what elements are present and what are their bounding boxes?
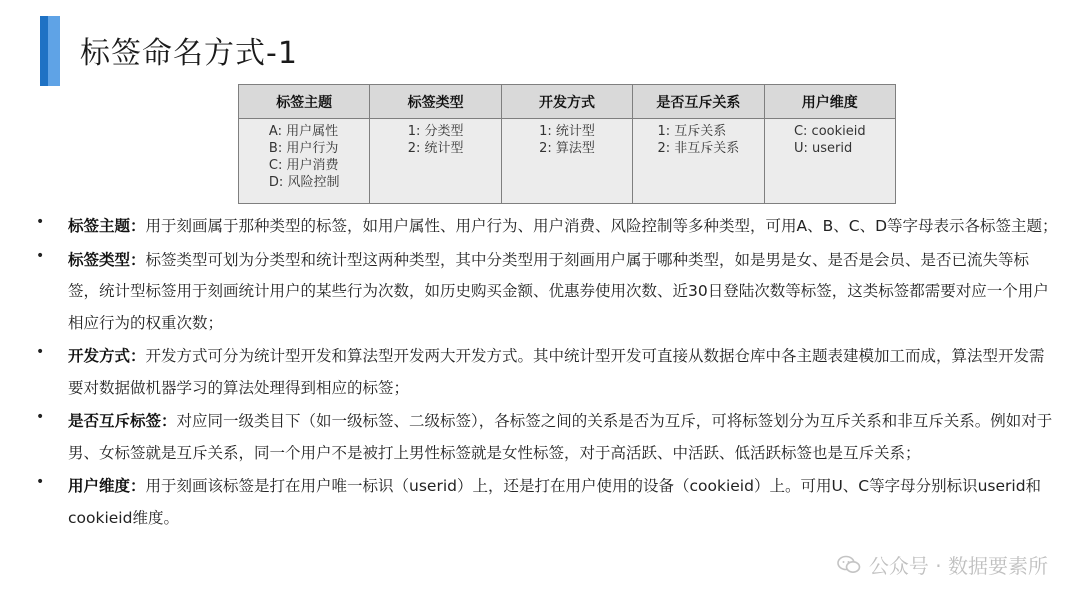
- table-cell-line: 2: 算法型: [539, 141, 595, 156]
- table-row: [239, 119, 896, 204]
- page-title: 标签命名方式-1: [80, 36, 298, 71]
- tag-naming-table: [238, 84, 896, 204]
- bullet-term: 标签主题: [68, 217, 131, 235]
- table-header: 标签类型: [370, 85, 501, 119]
- watermark: [837, 550, 1048, 579]
- table-cell-line: 2: 非互斥关系: [657, 141, 740, 156]
- list-item: [30, 406, 1060, 469]
- table-cell-user-dimension: [764, 119, 895, 204]
- bullet-icon: •: [36, 409, 45, 425]
- bullet-text: 用于刻画该标签是打在用户唯一标识（userid）上，还是打在用户使用的设备（cookieid）上。可用U、C等字母分别标识userid和cookieid维度。: [68, 477, 1042, 527]
- bullet-icon: •: [36, 344, 45, 360]
- table-cell-line: C: cookieid: [793, 124, 866, 139]
- wechat-icon: [837, 555, 861, 575]
- bullet-term: 是否互斥标签: [68, 412, 162, 430]
- table-cell-line: B: 用户行为: [268, 141, 339, 156]
- bullet-icon: •: [36, 247, 45, 264]
- bullet-separator: ：: [161, 412, 177, 430]
- bullet-text: 开发方式可分为统计型开发和算法型开发两大开发方式。其中统计型开发可直接从数据仓库中各主题表建模加工而成，算法型开发需要对数据做机器学习的算法处理得到相应的标签；: [68, 347, 1045, 397]
- table-cell-exclusive: [633, 119, 764, 204]
- watermark-text: 公众号 · 数据要素所: [868, 554, 1048, 578]
- table-header-row: [239, 85, 896, 119]
- bullet-term: 用户维度: [68, 477, 131, 495]
- table-cell-line: 1: 分类型: [407, 124, 464, 139]
- bullet-term: 标签类型: [68, 250, 131, 269]
- table-cell-topic: [239, 119, 370, 204]
- table-cell-line: U: userid: [793, 141, 853, 156]
- bullet-text: 对应同一级类目下（如一级标签、二级标签），各标签之间的关系是否为互斥，可将标签划分为互斥关系和非互斥关系。例如对于男、女标签就是互斥关系，同一个用户不是被打上男性标签就是女性标签，对于高活跃、中活跃、低活跃标签也是互斥关系；: [68, 412, 1053, 462]
- table-cell-line: C: 用户消费: [268, 158, 339, 173]
- bullet-text: 用于刻画属于那种类型的标签，如用户属性、用户行为、用户消费、风险控制等多种类型，可用A、B、C、D等字母表示各标签主题；: [145, 217, 1058, 235]
- bullet-icon: •: [36, 474, 45, 490]
- bullet-list: [30, 211, 1060, 536]
- table-cell-dev-method: [501, 119, 632, 204]
- table-cell-line: 1: 互斥关系: [657, 124, 727, 139]
- bullet-term: 开发方式: [68, 347, 131, 365]
- table-cell-line: 2: 统计型: [407, 141, 464, 156]
- bullet-separator: ：: [130, 477, 146, 495]
- table-cell-line: 1: 统计型: [539, 124, 595, 139]
- table-header: 用户维度: [764, 85, 895, 119]
- bullet-separator: ：: [130, 250, 146, 269]
- bullet-separator: ：: [130, 217, 146, 235]
- table-header: 标签主题: [239, 85, 370, 119]
- title-accent-bar: [40, 16, 60, 86]
- bullet-icon: •: [36, 214, 45, 230]
- bullet-separator: ：: [130, 347, 146, 365]
- list-item: [30, 211, 1060, 243]
- table-cell-type: [370, 119, 501, 204]
- table-cell-line: D: 风险控制: [268, 175, 340, 190]
- table-header: 开发方式: [501, 85, 632, 119]
- table-header: 是否互斥关系: [633, 85, 764, 119]
- bullet-text: 标签类型可划为分类型和统计型这两种类型，其中分类型用于刻画用户属于哪种类型，如是男是女、是否是会员、是否已流失等标签，统计型标签用于刻画统计用户的某些行为次数，如历史购买金额、优惠券使用次数、近30日登陆次数等标签，这类标签都需要对应一个用户相应行为的权重次数；: [68, 250, 1049, 332]
- list-item: [30, 471, 1060, 534]
- table-cell-line: A: 用户属性: [268, 124, 339, 139]
- list-item: [30, 341, 1060, 404]
- list-item: [30, 245, 1060, 340]
